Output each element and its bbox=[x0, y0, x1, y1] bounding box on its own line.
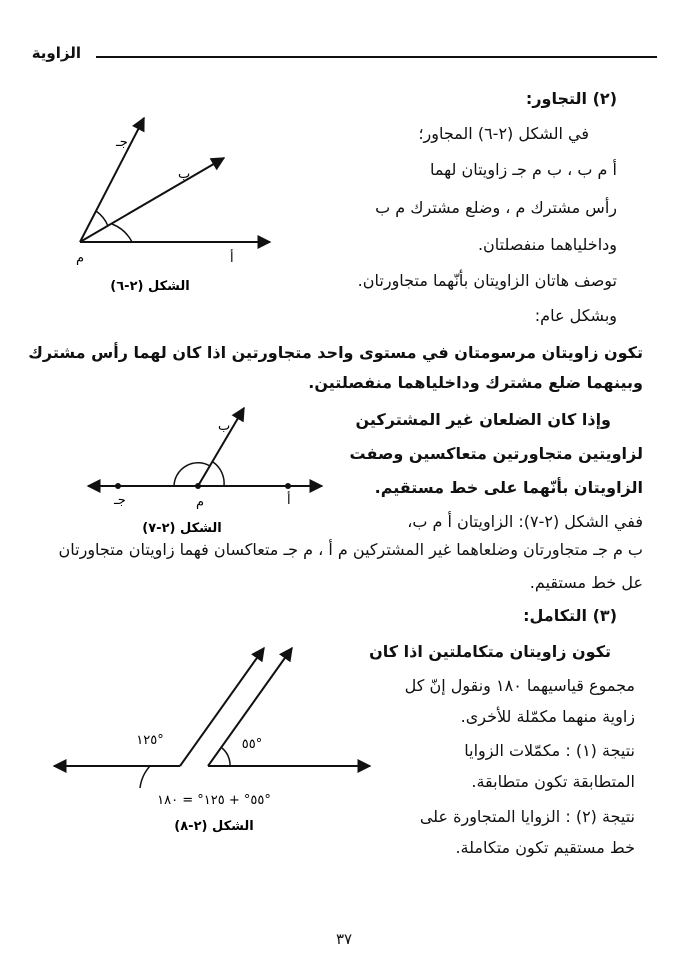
label-j: جـ bbox=[114, 493, 126, 508]
angle-arc bbox=[222, 748, 230, 766]
label-b: ب bbox=[218, 419, 231, 434]
section2-heading: (٢) التجاور: bbox=[525, 89, 617, 108]
paragraph-line: نتيجة (٢) : الزوايا المتجاورة على bbox=[419, 807, 635, 826]
paragraph-line: خط مستقيم تكون متكاملة. bbox=[455, 838, 635, 857]
paragraph-line: في الشكل (٢-٦) المجاور؛ bbox=[418, 124, 589, 143]
paragraph-line: ب م جـ متجاورتان وضلعاهما غير المشتركين م أ ، م جـ متعاكسان فهما زاويتان متجاورتان bbox=[58, 540, 643, 559]
label-a: أ bbox=[287, 493, 291, 508]
paragraph-line: المتطابقة تكون متطابقة. bbox=[471, 772, 635, 791]
paragraph-line: مجموع قياسيهما ١٨٠ ونقول إنّ كل bbox=[404, 676, 635, 695]
label-m: م bbox=[76, 251, 85, 266]
definition-line: وبينهما ضلع مشترك وداخلياهما منفصلتين. bbox=[308, 373, 643, 392]
figure-caption: الشكل (٢-٦) bbox=[110, 279, 190, 294]
section3-heading: (٣) التكامل: bbox=[523, 606, 617, 625]
figure-caption: الشكل (٢-٨) bbox=[174, 819, 254, 834]
figure-caption: الشكل (٢-٧) bbox=[142, 521, 222, 536]
paragraph-line: عل خط مستقيم. bbox=[529, 573, 643, 592]
label-m: م bbox=[196, 495, 205, 510]
paragraph-line: أ م ب ، ب م جـ زاويتان لهما bbox=[430, 160, 617, 179]
paragraph-line: الزاويتان بأنّهما على خط مستقيم. bbox=[374, 478, 643, 497]
paragraph-line: رأس مشترك م ، وضلع مشترك م ب bbox=[375, 198, 617, 217]
label-b: ب bbox=[178, 167, 191, 182]
label-j: جـ bbox=[116, 135, 128, 150]
running-header: الزاوية bbox=[31, 44, 81, 62]
paragraph-line: وبشكل عام: bbox=[534, 306, 617, 325]
paragraph-line: توصف هاتان الزاويتان بأنّهما متجاورتان. bbox=[357, 271, 617, 290]
paragraph-line: تكون زاويتان متكاملتين اذا كان bbox=[369, 642, 611, 661]
label-a: أ bbox=[230, 251, 234, 266]
angle-label-55: ٥٥° bbox=[241, 737, 263, 752]
paragraph-line: وإذا كان الضلعان غير المشتركين bbox=[355, 410, 611, 429]
angle-arc bbox=[140, 766, 150, 788]
paragraph-line: وداخلياهما منفصلتان. bbox=[477, 235, 617, 254]
angle-sum-equation: ٥٥° + ١٢٥° = ١٨٠° bbox=[157, 793, 271, 808]
paragraph-line: ففي الشكل (٢-٧): الزاويتان أ م ب، bbox=[407, 512, 643, 531]
definition-line: تكون زاويتان مرسومتان في مستوى واحد متجاورتين اذا كان لهما رأس مشترك bbox=[28, 343, 643, 362]
paragraph-line: زاوية منهما مكمّلة للأخرى. bbox=[460, 707, 635, 726]
paragraph-line: لزاويتين متجاورتين متعاكسين وصفت bbox=[349, 444, 643, 463]
paragraph-line: نتيجة (١) : مكمّلات الزوايا bbox=[464, 741, 635, 760]
page-number: ٣٧ bbox=[336, 930, 353, 948]
angle-label-125: ١٢٥° bbox=[136, 733, 164, 748]
